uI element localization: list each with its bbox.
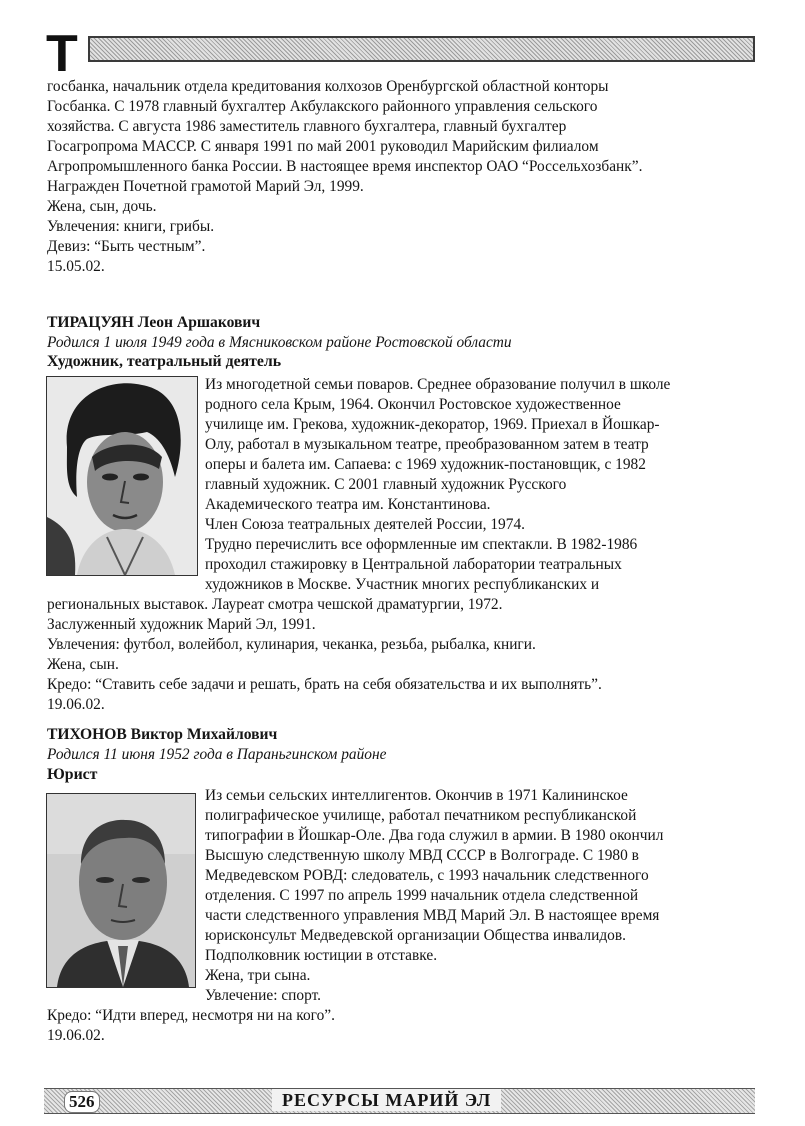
text-line: Трудно перечислить все оформленные им спектакли. В 1982-1986 bbox=[205, 536, 638, 553]
text-line: Академического театра им. Константинова. bbox=[205, 496, 491, 513]
journal-title: РЕСУРСЫ МАРИЙ ЭЛ bbox=[272, 1089, 501, 1111]
profession: Юрист bbox=[47, 766, 98, 783]
text-line: Жена, сын. bbox=[47, 656, 119, 673]
text-line: Из семьи сельских интеллигентов. Окончив в 1971 Калининское bbox=[205, 787, 628, 804]
text-line: Госагропрома МАССР. С января 1991 по май 2001 руководил Марийским филиалом bbox=[47, 138, 599, 155]
text-line: Жена, три сына. bbox=[205, 967, 311, 984]
text-line: Из многодетной семьи поваров. Среднее образование получил в школе bbox=[205, 376, 671, 393]
text-line: Увлечения: футбол, волейбол, кулинария, чеканка, резьба, рыбалка, книги. bbox=[47, 636, 536, 653]
text-line: Жена, сын, дочь. bbox=[47, 198, 157, 215]
text-line: художников в Москве. Участник многих республиканских и bbox=[205, 576, 600, 593]
text-line: Госбанка. С 1978 главный бухгалтер Акбулакского районного управления сельского bbox=[47, 98, 598, 115]
text-line: Агропромышленного банка России. В настоящее время инспектор ОАО “Россельхозбанк”. bbox=[47, 158, 643, 175]
text-line: Увлечения: книги, грибы. bbox=[47, 218, 215, 235]
text-line: типографии в Йошкар-Оле. Два года служил в армии. В 1980 окончил bbox=[205, 827, 664, 844]
text-line: Кредо: “Ставить себе задачи и решать, брать на себя обязательства и их выполнять”. bbox=[47, 676, 602, 693]
page-number: 526 bbox=[64, 1091, 100, 1113]
profession: Художник, театральный деятель bbox=[47, 353, 282, 370]
text-line: Высшую следственную школу МВД СССР в Волгограде. С 1980 в bbox=[205, 847, 639, 864]
text-line: Награжден Почетной грамотой Марий Эл, 1999. bbox=[47, 178, 364, 195]
section-letter: Т bbox=[46, 25, 78, 83]
text-line: Член Союза театральных деятелей России, 1974. bbox=[205, 516, 525, 533]
text-line: полиграфическое училище, работал печатником республиканской bbox=[205, 807, 637, 824]
birth-info: Родился 1 июля 1949 года в Мясниковском районе Ростовской области bbox=[47, 334, 512, 351]
text-line: родного села Крым, 1964. Окончил Ростовское художественное bbox=[205, 396, 621, 413]
birth-info: Родился 11 июня 1952 года в Параньгинском районе bbox=[47, 746, 387, 763]
text-line: юрисконсульт Медведевской организации Общества инвалидов. bbox=[205, 927, 626, 944]
portrait-photo bbox=[46, 793, 196, 988]
text-line: Девиз: “Быть честным”. bbox=[47, 238, 206, 255]
text-line: Заслуженный художник Марий Эл, 1991. bbox=[47, 616, 316, 633]
header-decorative-bar bbox=[88, 36, 755, 62]
text-line: госбанка, начальник отдела кредитования колхозов Оренбургской областной конторы bbox=[47, 78, 609, 95]
text-line: оперы и балета им. Сапаева: с 1969 художник-постановщик, с 1982 bbox=[205, 456, 646, 473]
text-line: Олу, работал в музыкальном театре, преобразованном затем в театр bbox=[205, 436, 649, 453]
text-line: Кредо: “Идти вперед, несмотря ни на кого”. bbox=[47, 1007, 335, 1024]
text-line: Увлечение: спорт. bbox=[205, 987, 322, 1004]
person-name: ТИРАЦУЯН Леон Аршакович bbox=[47, 314, 261, 331]
text-line: Медведевском РОВД: следователь, с 1993 начальник следственного bbox=[205, 867, 649, 884]
portrait-photo bbox=[46, 376, 198, 576]
text-line: 19.06.02. bbox=[47, 696, 105, 713]
text-line: проходил стажировку в Центральной лаборатории театральных bbox=[205, 556, 622, 573]
text-line: главный художник. С 2001 главный художник Русского bbox=[205, 476, 567, 493]
text-line: отделения. С 1997 по апрель 1999 начальник отдела следственной bbox=[205, 887, 639, 904]
text-line: хозяйства. С августа 1986 заместитель главного бухгалтера, главный бухгалтер bbox=[47, 118, 567, 135]
text-line: части следственного управления МВД Марий Эл. В настоящее время bbox=[205, 907, 660, 924]
text-line: Подполковник юстиции в отставке. bbox=[205, 947, 438, 964]
text-line: училище им. Грекова, художник-декоратор, 1969. Приехал в Йошкар- bbox=[205, 416, 660, 433]
text-line: региональных выставок. Лауреат смотра чешской драматургии, 1972. bbox=[47, 596, 503, 613]
text-line: 19.06.02. bbox=[47, 1027, 105, 1044]
text-line: 15.05.02. bbox=[47, 258, 105, 275]
person-name: ТИХОНОВ Виктор Михайлович bbox=[47, 726, 278, 743]
